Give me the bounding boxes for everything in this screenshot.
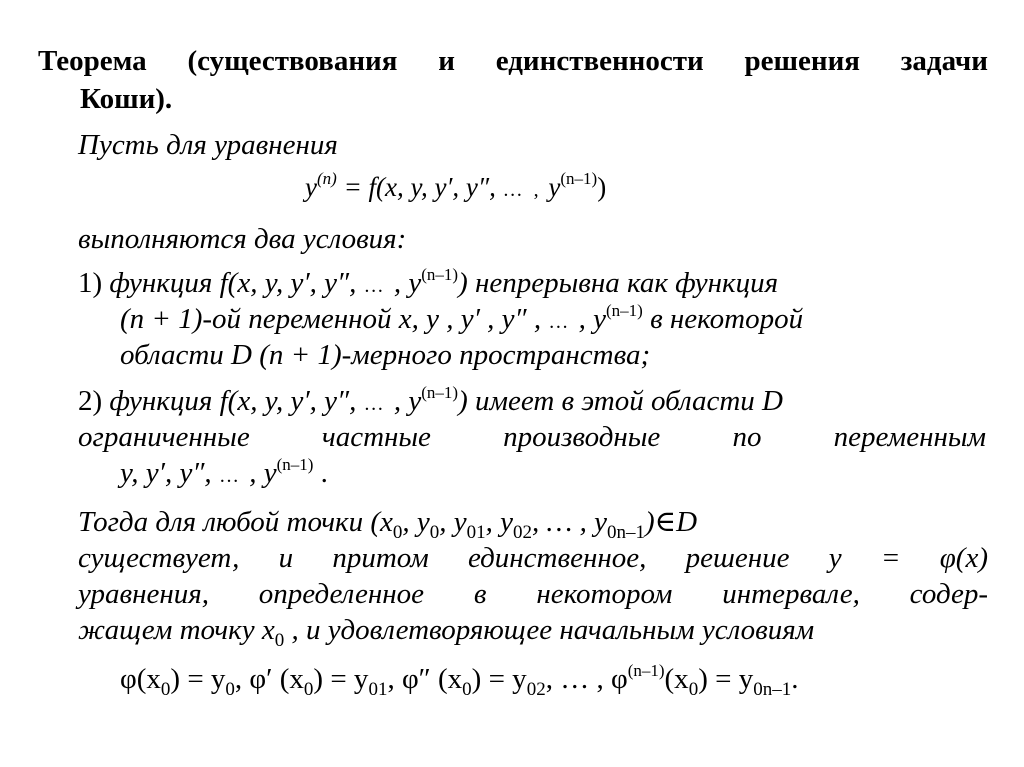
cond1-line2-b: , y — [571, 303, 606, 335]
ic-s5: 0 — [462, 679, 472, 700]
conditions-text: выполняются два условия: — [78, 223, 407, 255]
condition1-line2 — [120, 302, 803, 339]
concl1-f: )∈D — [644, 506, 698, 538]
concl4-a: жащем точку x — [78, 614, 275, 646]
cond1-line2-c: в некоторой — [642, 303, 804, 335]
ic-p3: , φ′ (x — [234, 663, 304, 695]
eq-rhs: = f(x, y, y′, y″, — [336, 172, 503, 202]
condition1-line1 — [78, 266, 778, 303]
concl1-c: , y — [439, 506, 467, 538]
cond2-dots: … — [363, 393, 387, 415]
cond1-line2-dots: … — [548, 311, 572, 333]
eq-y: y — [305, 172, 317, 202]
let-text: Пусть для уравнения — [78, 129, 338, 161]
concl2-text: существует, и притом единственное, решение y = φ(x) — [78, 542, 988, 574]
concl1-sub2: 01 — [466, 522, 486, 543]
cond2-line3-b: , y — [241, 457, 277, 489]
ic-p8: (x — [664, 663, 689, 695]
cond2-text-c: ) имеет в этой области D — [458, 385, 783, 417]
eq-close: ) — [597, 172, 607, 202]
conclusion-line4 — [78, 613, 815, 651]
cond1-text-b: , y — [386, 267, 422, 299]
conclusion-line3 — [78, 577, 988, 611]
cond2-line3-a: y, y′, y″, — [120, 457, 219, 489]
ic-s3: 0 — [303, 679, 314, 700]
concl1-sub4: 0n–1 — [606, 522, 645, 543]
concl3-text: уравнения, определенное в некотором интервале, содер- — [78, 578, 988, 610]
initial-conditions-equation — [120, 661, 799, 700]
condition2-line3 — [120, 456, 328, 493]
cond2-line3-sup: (n–1) — [276, 455, 314, 474]
concl1-sub3: 02 — [513, 522, 533, 543]
theorem-title-line2 — [80, 82, 172, 116]
ic-p6: ) = y — [471, 663, 527, 695]
eq-sup-n1: (n–1) — [560, 169, 598, 188]
ic-s4: 01 — [368, 679, 388, 700]
intro-let-text — [78, 128, 338, 162]
concl4-sub: 0 — [274, 630, 285, 651]
ic-p2: ) = y — [170, 663, 226, 695]
concl1-sub1: 0 — [429, 522, 440, 543]
cond1-sup: (n–1) — [421, 265, 459, 284]
concl1-a: Тогда для любой точки (x — [78, 506, 393, 538]
cond1-dots: … — [363, 275, 387, 297]
conclusion-line1 — [78, 505, 698, 543]
concl4-b: , и удовлетворяющее начальным условиям — [284, 614, 815, 646]
cond2-text-b: , y — [386, 385, 422, 417]
ic-p1: φ(x — [120, 663, 161, 695]
eq-sup-n: (n) — [316, 169, 337, 188]
ic-p9: ) = y — [698, 663, 754, 695]
ic-s1: 0 — [160, 679, 171, 700]
cond2-line3-c: . — [313, 457, 328, 489]
theorem-title-line1 — [38, 44, 988, 78]
ic-s2: 0 — [225, 679, 235, 700]
ic-p5: , φ″ (x — [387, 663, 463, 695]
theorem-title-text2: Коши). — [80, 83, 173, 115]
cond1-text-c: ) непрерывна как функция — [458, 267, 779, 299]
cond1-line3-text: области D (n + 1)-мерного пространства; — [120, 339, 651, 371]
concl1-e: , … , y — [532, 506, 607, 538]
ic-s6: 02 — [526, 679, 546, 700]
concl1-sub0: 0 — [392, 522, 403, 543]
condition1-line3 — [120, 338, 650, 372]
eq-dots: … , — [502, 179, 542, 201]
intro-conditions-text — [78, 222, 406, 256]
conclusion-line2 — [78, 541, 988, 575]
cond2-sup: (n–1) — [421, 383, 459, 402]
ic-s9: 0n–1 — [753, 679, 792, 700]
cond1-line2-a: (n + 1)-ой переменной x, y , y′ , y″ , — [120, 303, 549, 335]
eq-y-last: y — [541, 172, 561, 202]
cond1-text-a: функция f(x, y, y′, y″, — [109, 267, 364, 299]
cond2-line2-text: ограниченные частные производные по переменным — [78, 421, 986, 453]
cond1-line2-sup: (n–1) — [606, 301, 643, 320]
main-equation — [305, 170, 606, 207]
ic-p10: . — [791, 663, 799, 695]
theorem-title-text1: Теорема (существования и единственности решения задачи — [38, 45, 988, 77]
concl1-b: , y — [402, 506, 430, 538]
ic-sup7: (n–1) — [627, 661, 665, 680]
concl1-d: , y — [485, 506, 514, 538]
ic-p7: , … , φ — [545, 663, 628, 695]
ic-p4: ) = y — [313, 663, 369, 695]
cond2-line3-dots: … — [218, 465, 242, 487]
cond2-number: 2) — [78, 385, 110, 417]
cond2-text-a: функция f(x, y, y′, y″, — [109, 385, 364, 417]
condition2-line2 — [78, 420, 986, 454]
cond1-number: 1) — [78, 267, 110, 299]
ic-s8: 0 — [688, 679, 699, 700]
condition2-line1 — [78, 384, 783, 421]
